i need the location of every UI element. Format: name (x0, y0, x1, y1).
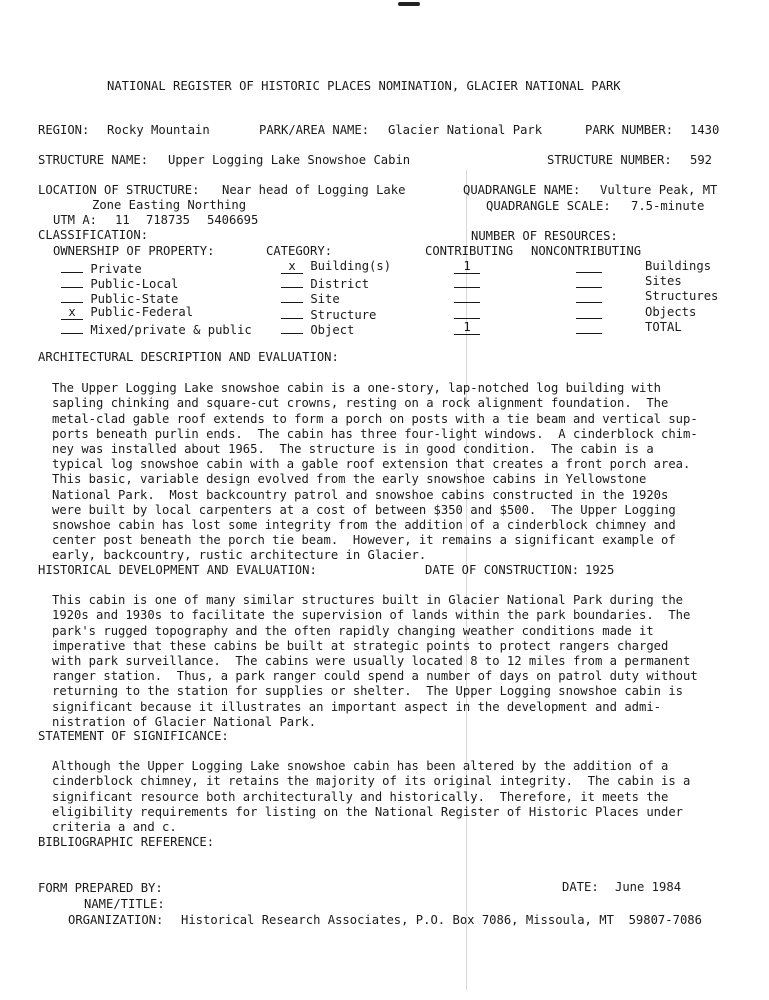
utm-label: UTM A: (53, 213, 98, 227)
quadrangle-name-value: Vulture Peak, MT (600, 183, 718, 197)
name-title-label: NAME/TITLE: (84, 897, 165, 911)
ownership-label: OWNERSHIP OF PROPERTY: (53, 244, 215, 258)
significance-text: Although the Upper Logging Lake snowshoe cabin has been altered by the addition of a cinderblock chimney, it retains the majority of its original integrity. The cabin is a significant resource both architecturally and historically. Therefore, it meets the eligibility requirements for listing on the National Register of Historic Places under criteria a and c. (52, 759, 691, 835)
noncontributing-label: NONCONTRIBUTING (531, 244, 642, 258)
park-area-label: PARK/AREA NAME: (259, 123, 370, 137)
category-row-structure: Structure (281, 305, 376, 323)
resource-label-buildings: Buildings (645, 259, 712, 273)
utm-northing: 5406695 (207, 213, 259, 227)
form-prepared-label: FORM PREPARED BY: (38, 881, 163, 895)
ownership-row-private: Private (61, 259, 142, 277)
resource-label-objects: Objects (645, 305, 697, 319)
resources-label: NUMBER OF RESOURCES: (471, 229, 618, 243)
ownership-row-public-local: Public-Local (61, 274, 178, 292)
region-value: Rocky Mountain (107, 123, 210, 137)
ownership-row-mixed: Mixed/private & public (61, 320, 252, 338)
page-title: NATIONAL REGISTER OF HISTORIC PLACES NOMINATION, GLACIER NATIONAL PARK (107, 79, 621, 93)
date-of-construction-value: 1925 (585, 563, 615, 577)
checkbox-blank (61, 274, 83, 288)
checkbox-blank (61, 289, 83, 303)
quadrangle-scale-label: QUADRANGLE SCALE: (486, 199, 611, 213)
architectural-text: The Upper Logging Lake snowshoe cabin is a one-story, lap-notched log building with sapling chinking and square-cut crowns, resting on a rock alignment foundation. The metal-clad gable roof extends to form a porch on posts with a tie beam and vertical sup- ports beneath purlin ends. The cabin has three four-light windows. A cinderblock chim- ney was installed about 1965. The structure is in good condition. The cabin is a typical log snowshoe cabin with a gable roof extension that creates a front porch area. This basic, variable design evolved from the early snowshoe cabins in Yellowstone National Park. Most backcountry patrol and snowshoe cabins constructed in the 1920s were built by local carpenters at a cost of between $350 and $500. The Upper Logging snowshoe cabin has lost some integrity from the addition of a cinderblock chimney and center post beneath the porch tie beam. However, it remains a significant example of early, backcountry, rustic architecture in Glacier. (52, 381, 698, 563)
category-row-buildings: x Building(s) (281, 259, 391, 274)
zone-header: Zone Easting Northing (92, 198, 247, 212)
historical-text: This cabin is one of many similar structures built in Glacier National Park during the 1920s and 1930s to facilitate the supervision of lands within the park boundaries. The park's rugged topography and the often rapidly changing weather conditions made it imperative that these cabins be built at strategic points to protect rangers charged with park surveillance. The cabins were usually located 8 to 12 miles from a permanent ranger station. Thus, a park ranger could spend a number of days on patrol duty without returning to the station for supplies or shelter. The Upper Logging snowshoe cabin is significant because it illustrates an important aspect in the development and admi- nistration of Glacier National Park. (52, 593, 698, 729)
checkbox-blank (281, 274, 303, 288)
structure-number-label: STRUCTURE NUMBER: (547, 153, 672, 167)
category-label: CATEGORY: (266, 244, 333, 258)
utm-zone: 11 (115, 213, 130, 227)
location-value: Near head of Logging Lake (222, 183, 406, 197)
checkbox-blank (61, 259, 83, 273)
checkbox-blank (61, 320, 83, 334)
category-row-district: District (281, 274, 369, 292)
organization-label: ORGANIZATION: (68, 913, 164, 927)
checkbox-blank (281, 320, 303, 334)
resource-label-structures: Structures (645, 289, 719, 303)
park-area-value: Glacier National Park (388, 123, 543, 137)
ownership-row-public-state: Public-State (61, 289, 178, 307)
historical-heading: HISTORICAL DEVELOPMENT AND EVALUATION: (38, 563, 317, 577)
form-date-value: June 1984 (615, 880, 682, 894)
checkbox-blank (281, 289, 303, 303)
checkbox-marked: x (61, 306, 83, 320)
classification-label: CLASSIFICATION: (38, 228, 149, 242)
resource-contributing-buildings: 1 (454, 259, 480, 274)
ownership-row-public-federal: x Public-Federal (61, 305, 193, 320)
architectural-heading: ARCHITECTURAL DESCRIPTION AND EVALUATION: (38, 350, 339, 364)
park-number-value: 1430 (690, 123, 720, 137)
category-row-object: Object (281, 320, 354, 338)
resource-label-sites: Sites (645, 274, 682, 288)
resource-noncontributing-total (576, 320, 602, 338)
resource-label-total: TOTAL (645, 320, 682, 334)
checkbox-blank (281, 305, 303, 319)
significance-heading: STATEMENT OF SIGNIFICANCE: (38, 729, 229, 743)
location-label: LOCATION OF STRUCTURE: (38, 183, 200, 197)
date-of-construction-label: DATE OF CONSTRUCTION: (425, 563, 580, 577)
region-label: REGION: (38, 123, 90, 137)
quadrangle-name-label: QUADRANGLE NAME: (463, 183, 581, 197)
structure-number-value: 592 (690, 153, 713, 167)
category-row-site: Site (281, 289, 340, 307)
resource-contributing-total: 1 (454, 320, 480, 335)
quadrangle-scale-value: 7.5-minute (631, 199, 705, 213)
utm-easting: 718735 (146, 213, 191, 227)
park-number-label: PARK NUMBER: (585, 123, 674, 137)
bibliographic-heading: BIBLIOGRAPHIC REFERENCE: (38, 835, 215, 849)
organization-value: Historical Research Associates, P.O. Box 7086, Missoula, MT 59807-7086 (181, 913, 702, 927)
form-date-label: DATE: (562, 880, 599, 894)
checkbox-marked: x (281, 260, 303, 274)
contributing-label: CONTRIBUTING (425, 244, 514, 258)
scan-mark (398, 2, 420, 6)
structure-name-label: STRUCTURE NAME: (38, 153, 149, 167)
structure-name-value: Upper Logging Lake Snowshoe Cabin (168, 153, 411, 167)
